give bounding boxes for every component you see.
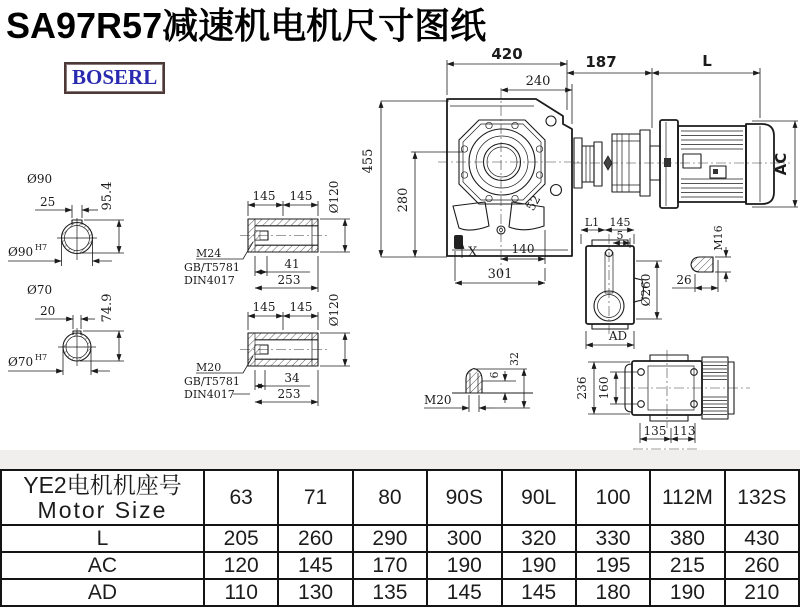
dim-label: 280: [396, 187, 411, 213]
table-cell: 190: [502, 552, 576, 579]
dim-label: 95.4: [100, 181, 115, 211]
table-cell: 320: [502, 525, 576, 552]
shaft-section-70-view: [8, 283, 124, 375]
table-cell: 210: [725, 579, 799, 606]
dim-label: 135: [643, 424, 667, 438]
hollow-shaft-m24-view: [184, 181, 350, 292]
m20-plug-view: [424, 352, 533, 412]
table-cell: 170: [353, 552, 427, 579]
dim-label-sup: H7: [35, 243, 48, 252]
dim-label: 145: [609, 216, 631, 229]
table-cell: 195: [576, 552, 650, 579]
rear-flange-view: [575, 350, 750, 449]
column-header: 112M: [650, 470, 724, 525]
table-cell: 135: [353, 579, 427, 606]
dim-label: 253: [277, 387, 301, 401]
dim-label: 41: [284, 257, 300, 271]
thread-label: M16: [712, 225, 725, 251]
page-title: SA97R57减速机电机尺寸图纸: [6, 5, 487, 46]
brand-logo-text: BOSERL: [72, 65, 158, 89]
table-cell: 120: [204, 552, 278, 579]
dim-label: 26: [676, 273, 692, 287]
shaft-section-90-view: [8, 172, 124, 266]
table-cell: 260: [725, 552, 799, 579]
dim-label: Ø120: [327, 293, 341, 327]
hollow-shaft-m20-view: [184, 294, 350, 406]
table-cell: 190: [427, 552, 501, 579]
dim-label: 5: [616, 229, 624, 242]
m16-plug-view: [672, 225, 731, 292]
standard-label: GB/T5781: [184, 375, 240, 388]
dim-label: Ø90: [27, 172, 53, 186]
dim-label: Ø260: [639, 273, 653, 307]
dim-label: 187: [585, 53, 617, 71]
dim-label: Ø70: [27, 283, 53, 297]
table-cell: 215: [650, 552, 724, 579]
table-row: [1, 525, 799, 552]
dim-label: 240: [525, 74, 551, 89]
dim-label: L1: [584, 216, 600, 229]
row-label: AC: [1, 552, 204, 579]
thread-label: M20: [196, 361, 222, 374]
dim-label: 145: [289, 189, 313, 203]
table-row: [1, 579, 799, 606]
table-cell: 180: [576, 579, 650, 606]
dim-label: 52: [523, 192, 544, 214]
dim-label: L: [702, 52, 712, 70]
table-cell: 380: [650, 525, 724, 552]
table-header-cell: [1, 470, 204, 525]
standard-label: DIN4017: [184, 274, 235, 287]
motor-size-table: [0, 469, 800, 607]
table-cell: 260: [278, 525, 352, 552]
brand-logo: [64, 62, 165, 94]
dim-label: 145: [252, 189, 276, 203]
dim-label: X: [468, 245, 478, 260]
motor-assembly-view: [567, 52, 798, 208]
dim-label: 25: [40, 195, 56, 209]
dim-label: 20: [40, 304, 56, 318]
dim-label: 236: [575, 376, 589, 400]
column-header: 90L: [502, 470, 576, 525]
table-cell: 145: [278, 552, 352, 579]
dim-label: 6: [488, 371, 501, 379]
dim-label: 145: [289, 300, 313, 314]
table-header-row: [1, 470, 799, 525]
dim-label: AD: [608, 329, 628, 343]
dim-label: 420: [491, 45, 523, 63]
thread-label: M20: [424, 393, 452, 407]
column-header: 80: [353, 470, 427, 525]
dim-label: 113: [672, 424, 696, 438]
table-cell: 145: [502, 579, 576, 606]
table-cell: 330: [576, 525, 650, 552]
column-header: 63: [204, 470, 278, 525]
table-cell: 190: [650, 579, 724, 606]
table-cell: 130: [278, 579, 352, 606]
dim-label: 140: [511, 242, 535, 256]
column-header: 90S: [427, 470, 501, 525]
table-cell: 290: [353, 525, 427, 552]
table-cell: 145: [427, 579, 501, 606]
table-cell: 110: [204, 579, 278, 606]
dim-label: 34: [284, 371, 300, 385]
dim-label: Ø90: [8, 245, 34, 259]
dim-label: 455: [361, 148, 376, 174]
gearbox-front-view: [361, 45, 580, 283]
dim-label: 32: [508, 352, 521, 366]
table-row: [1, 552, 799, 579]
thread-label: M24: [196, 247, 222, 260]
table-cell: 205: [204, 525, 278, 552]
dim-label: 160: [597, 376, 611, 400]
standard-label: DIN4017: [184, 388, 235, 401]
dim-label-sup: H7: [35, 353, 48, 362]
motor-size-label-en: Motor Size: [37, 497, 168, 523]
table-cell: 300: [427, 525, 501, 552]
dim-label: Ø70: [8, 355, 34, 369]
column-header: 71: [278, 470, 352, 525]
dim-label: 145: [252, 300, 276, 314]
standard-label: GB/T5781: [184, 261, 240, 274]
table-cell: 430: [725, 525, 799, 552]
row-label: AD: [1, 579, 204, 606]
dim-label: 301: [487, 267, 513, 282]
dim-label: AC: [772, 152, 790, 176]
row-label: L: [1, 525, 204, 552]
dim-label: 74.9: [100, 293, 115, 323]
column-header: 100: [576, 470, 650, 525]
dim-label: Ø120: [327, 180, 341, 214]
motor-size-label-cn: YE2电机机座号: [23, 472, 182, 498]
gearbox-side-view: [581, 216, 662, 349]
column-header: 132S: [725, 470, 799, 525]
dim-label: 253: [277, 273, 301, 287]
